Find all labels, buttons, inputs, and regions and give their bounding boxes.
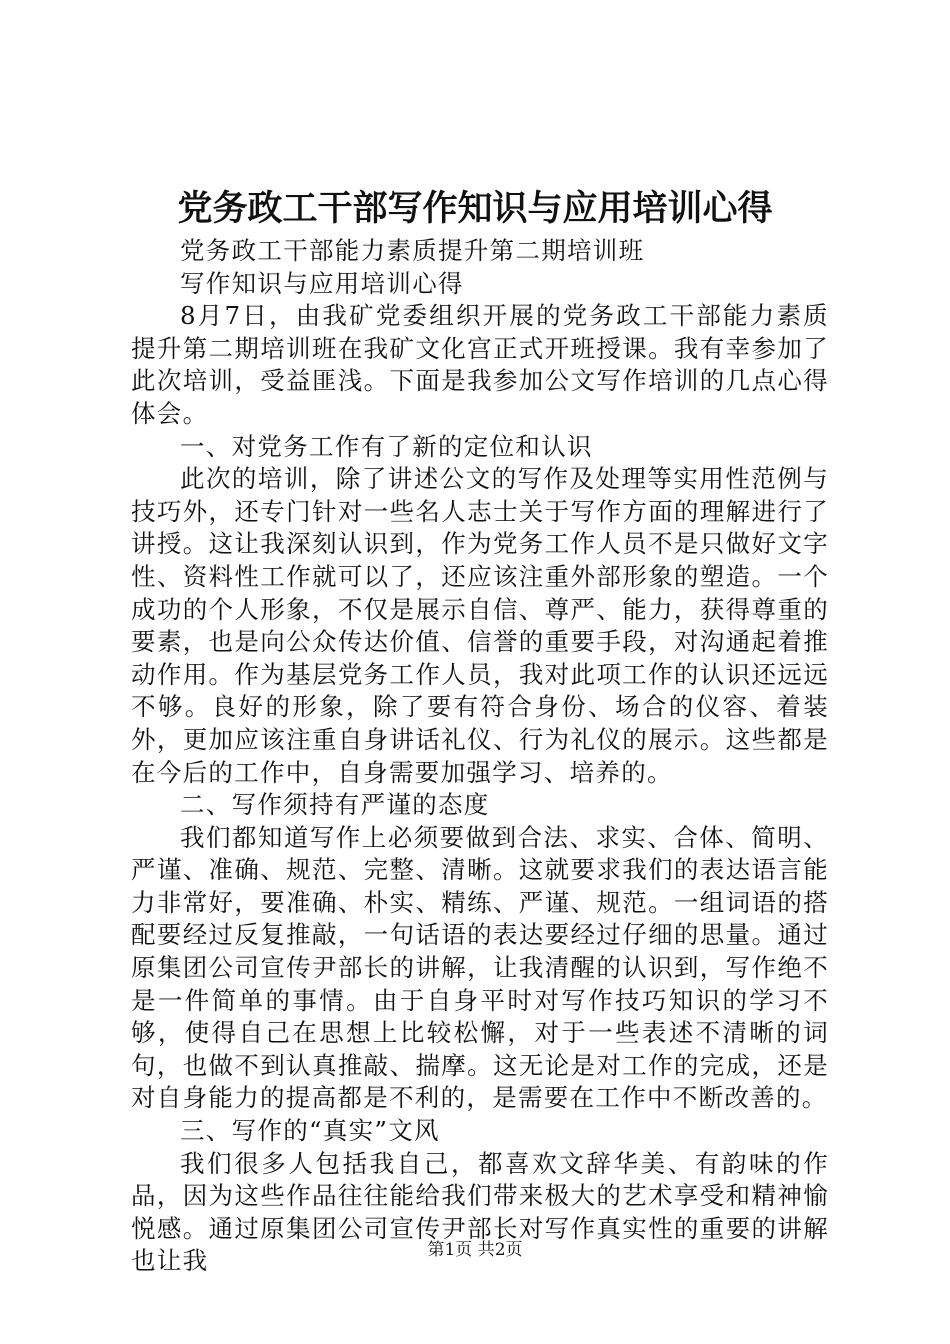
section-heading-1: 一、对党务工作有了新的定位和认识 [180,431,593,461]
section-paragraph-2: 我们都知道写作上必须要做到合法、求实、合体、简明、严谨、准确、规范、完整、清晰。这就要求我们的表达语言能力非常好，要准确、朴实、精练、严谨、规范。一组词语的搭配要经过反复推敲，一句话语的表达要经过仔细的思量。通过原集团公司宣传尹部长的讲解，让我清醒的认识到，写作绝不是一件简单的事情。由于自身平时对写作技巧知识的学习不够，使得自己在思想上比较松懈，对于一些表述不清晰的词句，也做不到认真推敲、揣摩。这无论是对工作的完成，还是对自身能力的提高都是不利的，是需要在工作中不断改善的。 [131,822,829,1113]
intro-paragraph: 8月7日，由我矿党委组织开展的党务政工干部能力素质提升第二期培训班在我矿文化宫正式开班授课。我有幸参加了此次培训，受益匪浅。下面是我参加公文写作培训的几点心得体会。 [131,301,829,428]
page-number-footer: 第1页 共2页 [427,1240,523,1260]
section-paragraph-3: 我们很多人包括我自己，都喜欢文辞华美、有韵味的作品，因为这些作品往往能给我们带来极大的艺术享受和精神愉悦感。通过原集团公司宣传尹部长对写作真实性的重要的讲解也让我 [131,1148,829,1276]
document-body [131,235,829,1278]
document-title: 党务政工干部写作知识与应用培训心得 [177,188,773,229]
subtitle-line-1: 党务政工干部能力素质提升第二期培训班 [180,236,645,265]
section-heading-2: 二、写作须持有严谨的态度 [180,790,490,820]
section-heading-3: 三、写作的“真实”文风 [180,1116,440,1146]
section-paragraph-1: 此次的培训，除了讲述公文的写作及处理等实用性范例与技巧外，还专门针对一些名人志士关于写作方面的理解进行了讲授。这让我深刻认识到，作为党务工作人员不是只做好文字性、资料性工作就可以了，还应该注重外部形象的塑造。一个成功的个人形象，不仅是展示自信、尊严、能力，获得尊重的要素，也是向公众传达价值、信誉的重要手段，对沟通起着推动作用。作为基层党务工作人员，我对此项工作的认识还远远不够。良好的形象，除了要有符合身份、场合的仪容、着装外，更加应该注重自身讲话礼仪、行为礼仪的展示。这些都是在今后的工作中，自身需要加强学习、培养的。 [131,464,829,787]
subtitle-line-2: 写作知识与应用培训心得 [180,268,464,298]
